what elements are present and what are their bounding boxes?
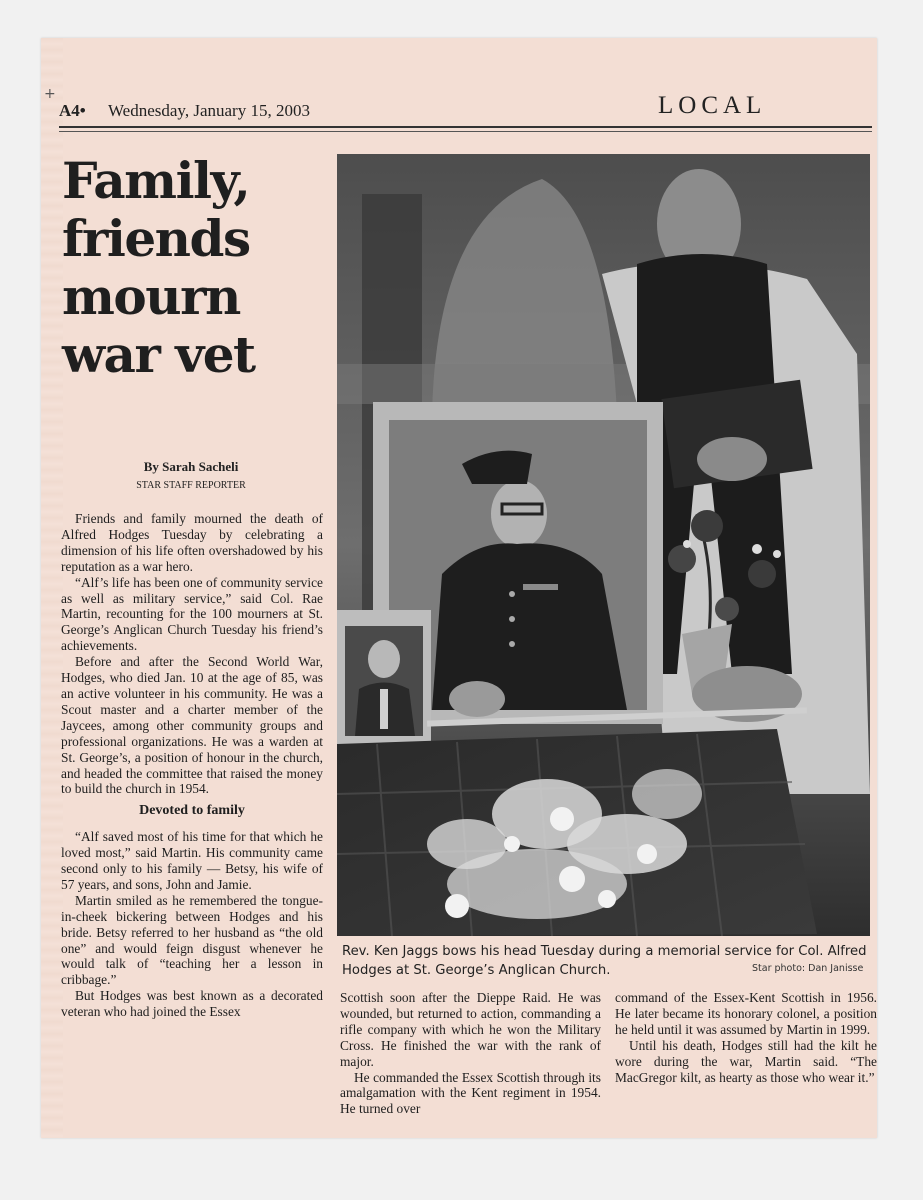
article-paragraph: “Alf saved most of his time for that which he loved most,” said Martin. His community came second only to his family — Betsy, his wife of 57 years, and sons, John and Jamie.	[61, 829, 323, 892]
headline-line: war vet	[62, 325, 255, 384]
subhead: Devoted to family	[139, 803, 245, 819]
article-paragraph: Scottish soon after the Dieppe Raid. He was wounded, but returned to action, commanding a rifle company with which he won the Military Cross. He finished the war with the rank of major.	[340, 990, 601, 1069]
section-title: LOCAL	[658, 92, 767, 119]
headline-line: friends	[62, 209, 250, 268]
memorial-photo-illustration	[337, 154, 870, 936]
page-folio: A4•	[59, 101, 86, 120]
article-column-2	[340, 990, 601, 1117]
photo-credit: Star photo: Dan Janisse	[752, 963, 864, 974]
article-paragraph: Martin smiled as he remembered the tongue-in-cheek bickering between Hodges and his bride. Betsy referred to her husband as “the old one” and would feign disgust whenever he would talk of “teaching her a lesson in cribbage.”	[61, 892, 323, 988]
article-paragraph: Friends and family mourned the death of Alfred Hodges Tuesday by celebrating a dimension of his life often overshadowed by his reputation as a war hero.	[61, 511, 323, 574]
article-paragraph: “Alf’s life has been one of community service as well as military service,” said Col. Rae Martin, recounting for the 100 mourners at St. George’s Anglican Church Tuesday his friend’s achievements.	[61, 574, 323, 654]
header-rule-thin	[59, 131, 872, 132]
headline-line: Family,	[62, 151, 250, 210]
memorial-photo	[337, 154, 870, 936]
article-paragraph: Before and after the Second World War, Hodges, who died Jan. 10 at the age of 85, was an active volunteer in his community. He was a Scout master and a charter member of the Jaycees, among other community groups and professional organizations. He was a warden at St. George’s, a position of honour in the church, and headed the committee that raised the money to build the church in 1954.	[61, 654, 323, 797]
article-paragraph: command of the Essex-Kent Scottish in 1956. He later became its honorary colonel, a position he held until it was assumed by Martin in 1999.	[615, 990, 877, 1037]
headline	[62, 152, 332, 384]
article-paragraph: Until his death, Hodges still had the kilt he wore during the war, Martin said. “The MacGregor kilt, as hearty as those who wear it.”	[615, 1037, 877, 1085]
article-paragraph: He commanded the Essex Scottish through its amalgamation with the Kent regiment in 1954. He turned over	[340, 1069, 601, 1117]
photo-caption: Rev. Ken Jaggs bows his head Tuesday during a memorial service for Col. Alfred Hodges at St. George’s Anglican Church.	[342, 944, 867, 978]
torn-edge	[41, 38, 63, 1138]
header-rule	[59, 126, 872, 128]
article-paragraph: But Hodges was best known as a decorated veteran who had joined the Essex	[61, 988, 323, 1020]
page-date: Wednesday, January 15, 2003	[108, 101, 310, 120]
article-column-1	[61, 511, 323, 1020]
headline-line: mourn	[62, 267, 240, 326]
article-column-3	[615, 990, 877, 1085]
byline: By Sarah Sacheli	[143, 459, 239, 474]
registration-mark: +	[44, 86, 56, 102]
byline-role: STAR STAFF REPORTER	[136, 480, 246, 491]
